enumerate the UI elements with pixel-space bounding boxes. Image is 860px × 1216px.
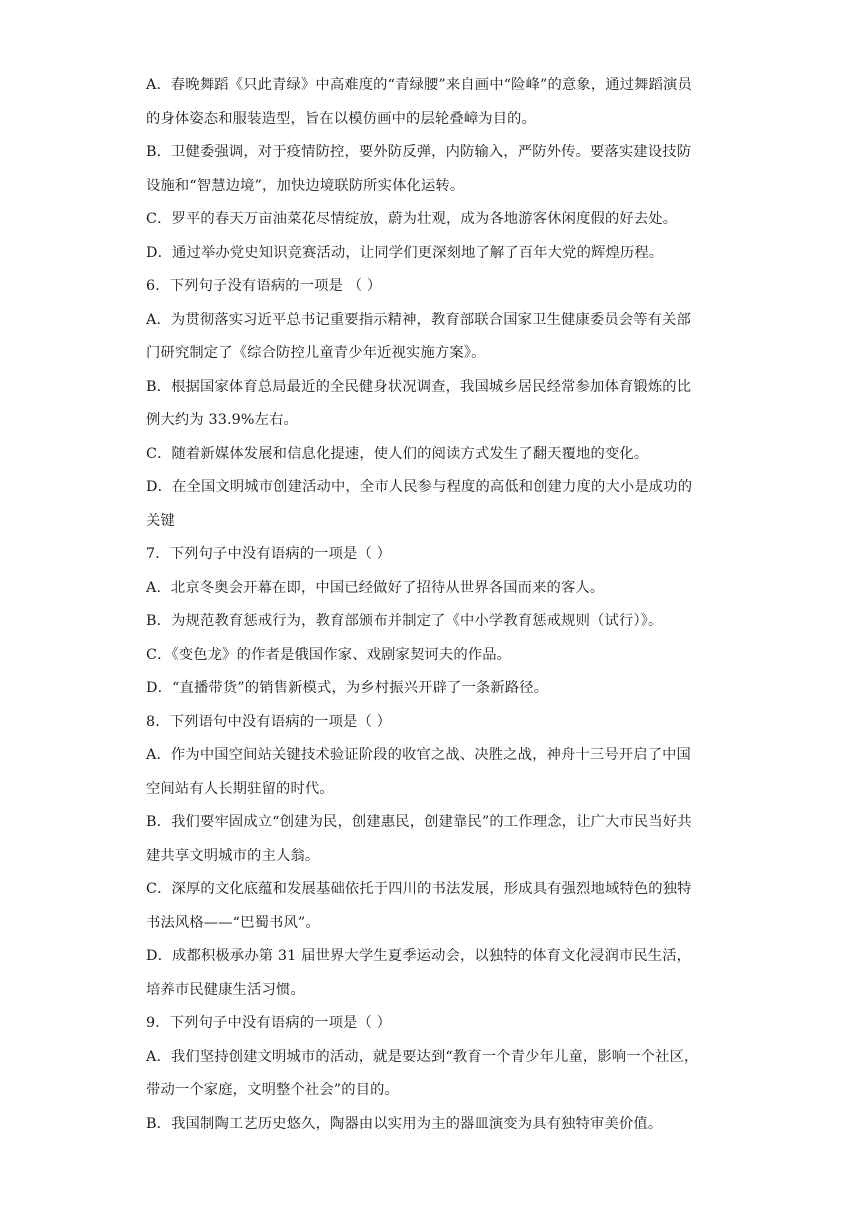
text-line: C．罗平的春天万亩油菜花尽情绽放，蔚为壮观，成为各地游客休闲度假的好去处。 bbox=[146, 211, 678, 227]
text-line: C．《变色龙》的作者是俄国作家、戏剧家契诃夫的作品。 bbox=[146, 646, 512, 663]
text-line: B．根据国家体育总局最近的全民健身状况调查，我国城乡居民经常参加体育锻炼的比 bbox=[146, 378, 692, 395]
text-line: B．我国制陶工艺历史悠久，陶器由以实用为主的器皿演变为具有独特审美价值。 bbox=[146, 1115, 663, 1132]
text-line: C．深厚的文化底蕴和发展基础依托于四川的书法发展，形成具有强烈地域特色的独特 bbox=[146, 881, 692, 897]
text-line: D．在全国文明城市创建活动中，全市人民参与程度的高低和创建力度的大小是成功的 bbox=[146, 479, 693, 495]
text-line: 建共享文明城市的主人翁。 bbox=[146, 847, 320, 864]
question-7-heading: 7．下列句子中没有语病的一项是（ ） bbox=[146, 546, 392, 562]
text-line: 带动一个家庭，文明整个社会”的目的。 bbox=[146, 1082, 400, 1098]
text-line: D．通过举办党史知识竞赛活动，让同学们更深刻地了解了百年大党的辉煌历程。 bbox=[146, 244, 664, 261]
text-line: A．我们坚持创建文明城市的活动，就是要达到“教育一个青少年儿童，影响一个社区， bbox=[146, 1048, 699, 1065]
text-line: 例大约为 33.9%左右。 bbox=[146, 412, 298, 428]
text-line: D．成都积极承办第 31 届世界大学生夏季运动会，以独特的体育文化浸润市民生活， bbox=[146, 948, 692, 964]
text-line: 门研究制定了《综合防控儿童青少年近视实施方案》。 bbox=[146, 345, 486, 361]
text-line: 设施和“智慧边境”，加快边境联防所实体化运转。 bbox=[146, 177, 465, 194]
text-line: A．作为中国空间站关键技术验证阶段的收官之战、决胜之战，神舟十三号开启了中国 bbox=[146, 747, 692, 763]
text-line: B．卫健委强调，对于疫情防控，要外防反弹，内防输入，严防外传。要落实建设技防 bbox=[146, 144, 692, 160]
text-line: 书法风格——“巴蜀书风”。 bbox=[146, 914, 320, 931]
question-9-heading: 9．下列句子中没有语病的一项是（ ） bbox=[146, 1015, 392, 1031]
text-line: A．为贯彻落实习近平总书记重要指示精神，教育部联合国家卫生健康委员会等有关部 bbox=[146, 311, 692, 328]
question-8-heading: 8．下列语句中没有语病的一项是（ ） bbox=[146, 713, 392, 730]
text-line: C．随着新媒体发展和信息化提速，使人们的阅读方式发生了翻天覆地的变化。 bbox=[146, 445, 649, 462]
text-line: 培养市民健康生活习惯。 bbox=[146, 981, 305, 998]
text-line: A．春晚舞蹈《只此青绿》中高难度的“青绿腰”来自画中“险峰”的意象，通过舞蹈演员 bbox=[146, 77, 692, 93]
text-line: 空间站有人长期驻留的时代。 bbox=[146, 780, 334, 797]
text-line: B．我们要牢固成立“创建为民，创建惠民，创建靠民”的工作理念，让广大市民当好共 bbox=[146, 814, 692, 830]
question-6-heading: 6．下列句子没有语病的一项是 （ ） bbox=[146, 278, 382, 294]
text-line: A．北京冬奥会开幕在即，中国已经做好了招待从世界各国而来的客人。 bbox=[146, 579, 605, 596]
text-line: B．为规范教育惩戒行为，教育部颁布并制定了《中小学教育惩戒规则（试行）》。 bbox=[146, 613, 663, 629]
text-line: 的身体姿态和服装造型，旨在以模仿画中的层轮叠嶂为目的。 bbox=[146, 110, 537, 127]
text-line: D．“直播带货”的销售新模式，为乡村振兴开辟了一条新路径。 bbox=[146, 680, 549, 696]
text-line: 关键 bbox=[146, 512, 175, 529]
